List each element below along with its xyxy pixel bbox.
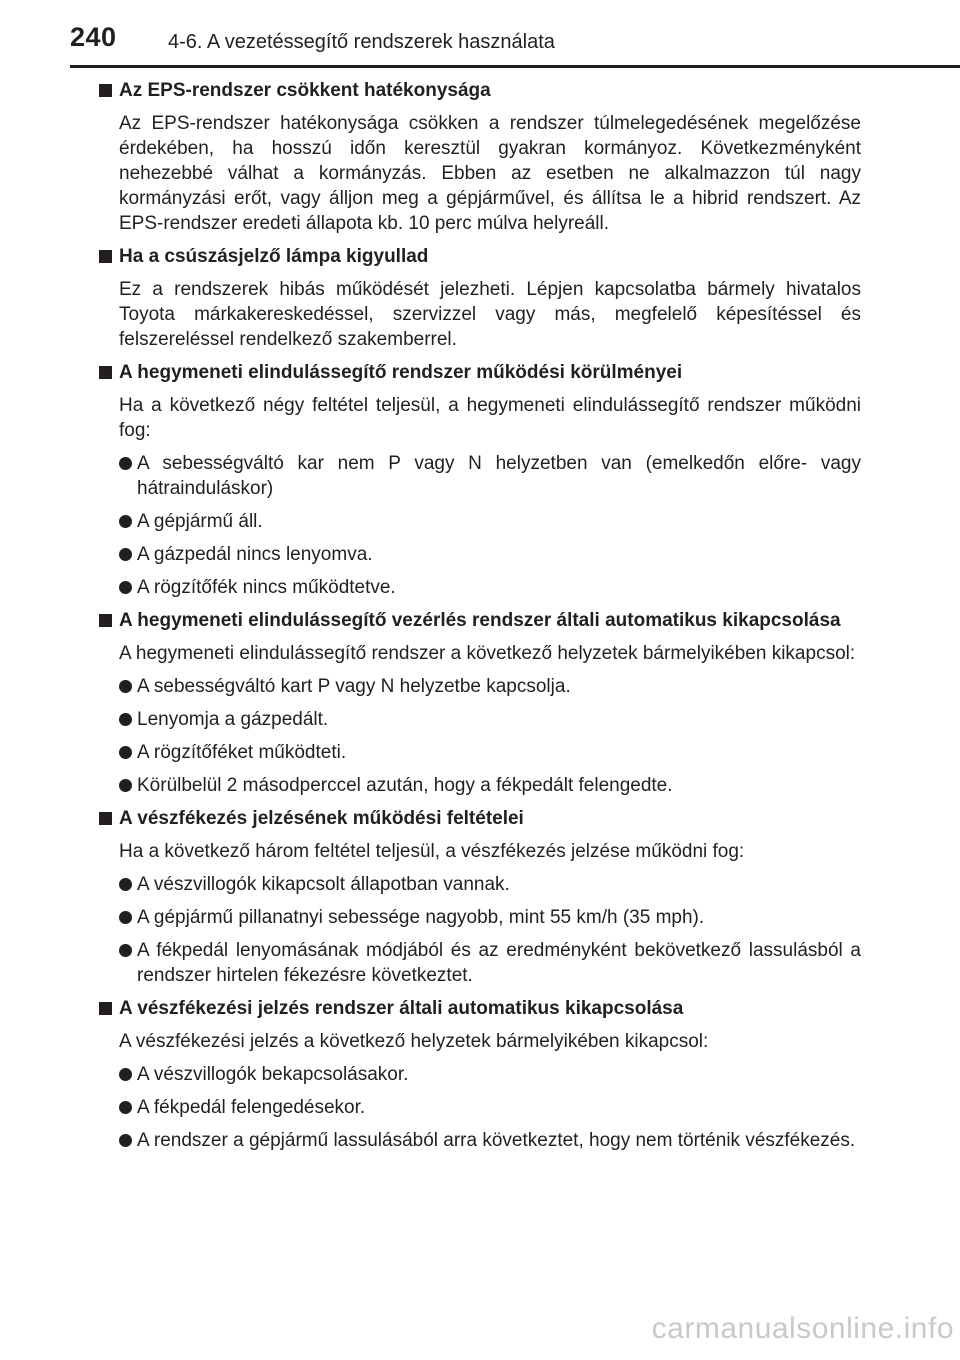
list-item: [119, 542, 861, 567]
round-bullet-icon: [119, 457, 132, 470]
list-item: [119, 905, 861, 930]
square-bullet-icon: [99, 84, 112, 97]
section-heading: [99, 608, 861, 633]
list-item-text: A gázpedál nincs lenyomva.: [137, 544, 373, 565]
list-item: [119, 575, 861, 600]
section: [99, 806, 861, 988]
section-heading: [99, 360, 861, 385]
list-item: [119, 872, 861, 897]
round-bullet-icon: [119, 680, 132, 693]
list-item-text: A fékpedál felengedésekor.: [137, 1097, 366, 1118]
list-item: [119, 1095, 861, 1120]
square-bullet-icon: [99, 366, 112, 379]
list-item-text: A gépjármű pillanatnyi sebessége nagyobb, mint 55 km/h (35 mph).: [137, 907, 705, 928]
round-bullet-icon: [119, 779, 132, 792]
section-paragraph: A hegymeneti elindulássegítő rendszer a következő helyzetek bármelyikében kikapcsol:: [119, 643, 856, 664]
chapter-title: 4-6. A vezetéssegítő rendszerek használata: [168, 31, 555, 53]
section-paragraph: A vészfékezési jelzés a következő helyzetek bármelyikében kikapcsol:: [119, 1031, 709, 1052]
section: [99, 360, 861, 600]
section: [99, 244, 861, 352]
square-bullet-icon: [99, 1002, 112, 1015]
section: [99, 78, 861, 236]
list-item: [119, 451, 861, 501]
section-heading-text: A hegymeneti elindulássegítő rendszer működési körülményei: [119, 362, 683, 383]
round-bullet-icon: [119, 1101, 132, 1114]
section-heading-text: A vészfékezés jelzésének működési feltételei: [119, 808, 524, 829]
section-paragraph: Az EPS-rendszer hatékonysága csökken a rendszer túlmelegedésének megelőzése érdekében, ha hosszú időn keresztül gyakran kormányoz. Következményként nehezebbé válhat a kormányzás. Ebben az esetben ne alkalmazzon túl nagy kormányzási erőt, vagy álljon meg a gépjárművel, és állítsa le a hibrid rendszert. Az EPS-rendszer eredeti állapota kb. 10 perc múlva helyreáll.: [119, 113, 861, 234]
round-bullet-icon: [119, 713, 132, 726]
section-paragraph: Ha a következő négy feltétel teljesül, a hegymeneti elindulássegítő rendszer működni fog:: [119, 395, 861, 441]
list-item: [119, 773, 861, 798]
list-item: [119, 938, 861, 988]
round-bullet-icon: [119, 1134, 132, 1147]
watermark: carmanualsonline.info: [651, 1312, 954, 1345]
section: [99, 996, 861, 1153]
section: [99, 608, 861, 798]
list-item: [119, 1062, 861, 1087]
section-heading: [99, 78, 861, 103]
list-item: [119, 509, 861, 534]
round-bullet-icon: [119, 878, 132, 891]
section-paragraph: Ez a rendszerek hibás működését jelezheti. Lépjen kapcsolatba bármely hivatalos Toyota márkakereskedéssel, szervizzel vagy más, megfelelő képesítéssel és felszereléssel rendelkező szakemberrel.: [119, 279, 861, 350]
square-bullet-icon: [99, 812, 112, 825]
section-heading-text: Az EPS-rendszer csökkent hatékonysága: [119, 80, 491, 101]
list-item: [119, 740, 861, 765]
page-content: [99, 78, 861, 1161]
square-bullet-icon: [99, 250, 112, 263]
list-item-text: A vészvillogók kikapcsolt állapotban vannak.: [137, 874, 510, 895]
list-item-text: Lenyomja a gázpedált.: [137, 709, 329, 730]
list-item-text: A sebességváltó kart P vagy N helyzetbe kapcsolja.: [137, 676, 571, 697]
list-item: [119, 707, 861, 732]
list-item: [119, 674, 861, 699]
section-heading: [99, 996, 861, 1021]
list-item-text: A rögzítőféket működteti.: [137, 742, 347, 763]
list-item-text: A rögzítőfék nincs működtetve.: [137, 577, 396, 598]
round-bullet-icon: [119, 911, 132, 924]
list-item-text: A vészvillogók bekapcsolásakor.: [137, 1064, 409, 1085]
section-heading-text: Ha a csúszásjelző lámpa kigyullad: [119, 246, 429, 267]
list-item-text: Körülbelül 2 másodperccel azután, hogy a fékpedált felengedte.: [137, 775, 673, 796]
square-bullet-icon: [99, 614, 112, 627]
list-item-text: A rendszer a gépjármű lassulásából arra következtet, hogy nem történik vészfékezés.: [137, 1130, 856, 1151]
round-bullet-icon: [119, 944, 132, 957]
round-bullet-icon: [119, 515, 132, 528]
round-bullet-icon: [119, 1068, 132, 1081]
section-heading: [99, 244, 861, 269]
section-heading-text: A vészfékezési jelzés rendszer általi automatikus kikapcsolása: [119, 998, 684, 1019]
list-item-text: A sebességváltó kar nem P vagy N helyzetben van (emelkedőn előre- vagy hátrainduláskor): [137, 453, 861, 499]
section-heading-text: A hegymeneti elindulássegítő vezérlés rendszer általi automatikus kikapcsolása: [119, 610, 841, 631]
list-item-text: A gépjármű áll.: [137, 511, 263, 532]
round-bullet-icon: [119, 746, 132, 759]
list-item-text: A fékpedál lenyomásának módjából és az eredményként bekövetkező lassulásból a rendszer hirtelen fékezésre következtet.: [137, 940, 861, 986]
header-divider: [70, 65, 960, 68]
page-number: 240: [70, 22, 117, 52]
round-bullet-icon: [119, 548, 132, 561]
round-bullet-icon: [119, 581, 132, 594]
list-item: [119, 1128, 861, 1153]
section-heading: [99, 806, 861, 831]
page-header: [0, 0, 960, 68]
section-paragraph: Ha a következő három feltétel teljesül, a vészfékezés jelzése működni fog:: [119, 841, 745, 862]
